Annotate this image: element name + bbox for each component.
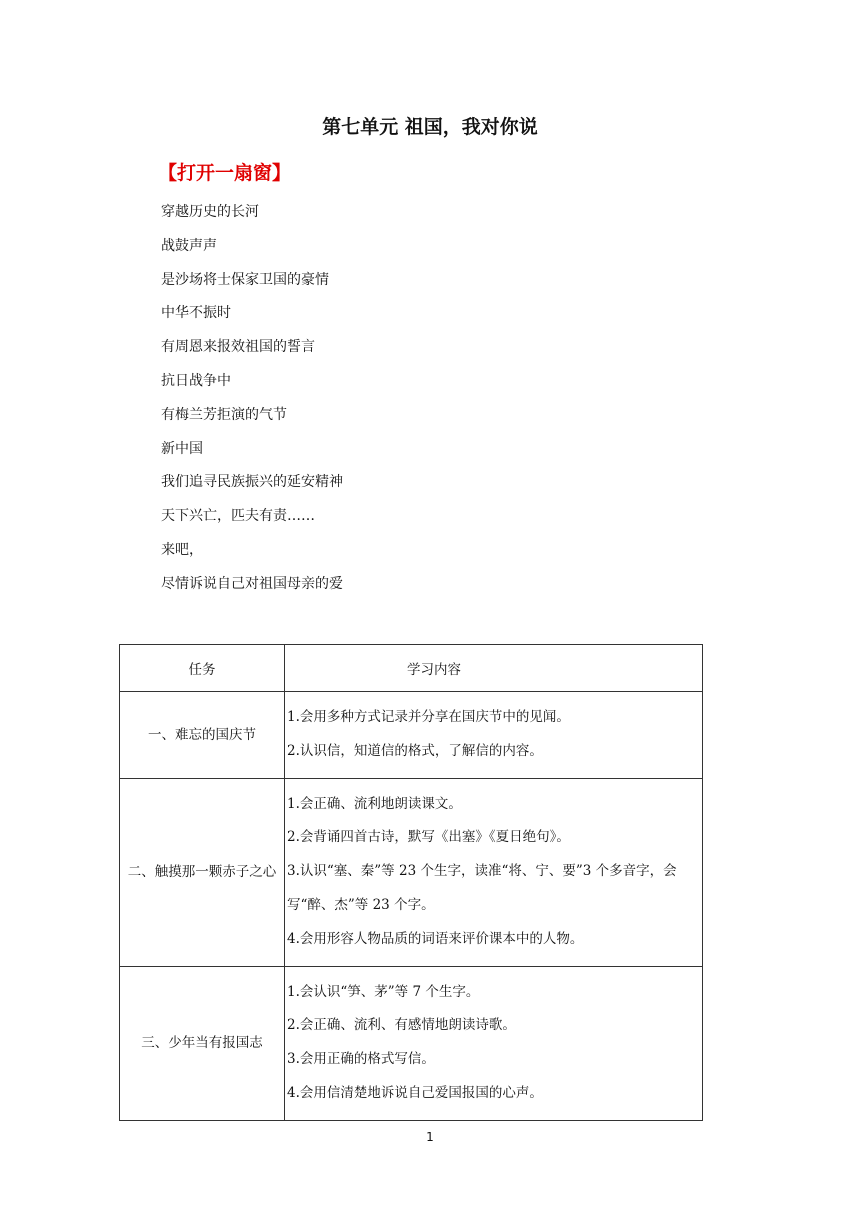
content-item: 1.会正确、流利地朗读课文。 bbox=[287, 795, 462, 812]
content-list bbox=[285, 779, 702, 966]
poem-line: 中华不振时 bbox=[161, 305, 231, 322]
table-row bbox=[120, 692, 703, 779]
poem-line: 尽情诉说自己对祖国母亲的爱 bbox=[161, 575, 343, 592]
content-item: 1.会认识“笋、茅”等 7 个生字。 bbox=[287, 983, 480, 1000]
poem-line: 穿越历史的长河 bbox=[161, 204, 259, 220]
content-list bbox=[285, 967, 702, 1120]
task-name: 二、触摸那一颗赤子之心 bbox=[127, 864, 277, 881]
page-number: 1 bbox=[426, 1130, 434, 1144]
learning-tasks-table bbox=[119, 644, 703, 1121]
table-row bbox=[120, 778, 703, 966]
poem bbox=[161, 198, 343, 604]
poem-line: 有梅兰芳拒演的气节 bbox=[161, 406, 287, 423]
task-name: 一、难忘的国庆节 bbox=[148, 726, 256, 743]
content-item: 4.会用信清楚地诉说自己爱国报国的心声。 bbox=[287, 1084, 543, 1101]
table-row bbox=[120, 966, 703, 1120]
content-item: 3.会用正确的格式写信。 bbox=[287, 1051, 435, 1068]
poem-line: 我们追寻民族振兴的延安精神 bbox=[161, 474, 343, 491]
table-header-row bbox=[120, 645, 703, 692]
poem-line: 抗日战争中 bbox=[161, 372, 231, 389]
poem-line: 来吧， bbox=[161, 541, 203, 558]
page-title: 第七单元 祖国，我对你说 bbox=[322, 116, 538, 138]
content-item: 4.会用形容人物品质的词语来评价课本中的人物。 bbox=[287, 930, 584, 947]
content-item: 1.会用多种方式记录并分享在国庆节中的见闻。 bbox=[287, 709, 570, 725]
section-heading: 【打开一扇窗】 bbox=[158, 162, 292, 184]
header-content: 学习内容 bbox=[285, 645, 703, 692]
content-item: 2.认识信，知道信的格式，了解信的内容。 bbox=[287, 742, 543, 759]
poem-line: 是沙场将士保家卫国的豪情 bbox=[161, 271, 329, 288]
poem-line: 新中国 bbox=[161, 440, 203, 457]
content-item: 2.会正确、流利、有感情地朗读诗歌。 bbox=[287, 1017, 516, 1034]
content-list bbox=[285, 692, 702, 778]
content-item: 2.会背诵四首古诗，默写《出塞》《夏日绝句》。 bbox=[287, 829, 570, 846]
poem-line: 天下兴亡，匹夫有责…… bbox=[161, 508, 315, 525]
poem-line: 战鼓声声 bbox=[161, 237, 217, 254]
content-item: 3.认识“塞、秦”等 23 个生字，读准“将、宁、要”3 个多音字，会写“醉、杰”等 23 个字。 bbox=[287, 863, 677, 913]
task-name: 三、少年当有报国志 bbox=[141, 1035, 263, 1052]
header-task: 任务 bbox=[120, 645, 285, 692]
poem-line: 有周恩来报效祖国的誓言 bbox=[161, 339, 315, 356]
